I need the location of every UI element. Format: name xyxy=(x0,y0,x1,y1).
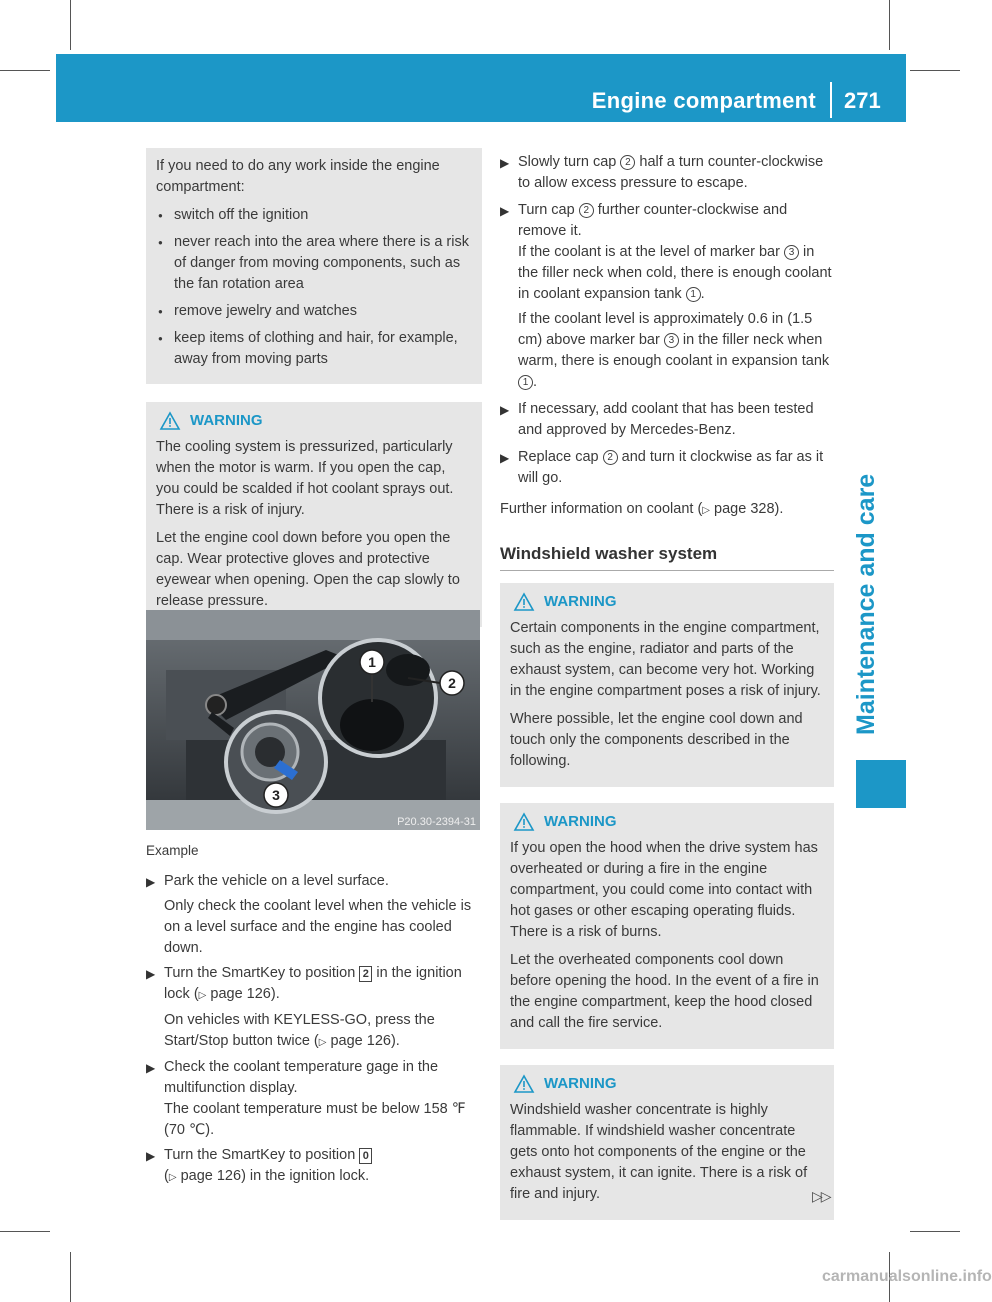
step-text: Turn the SmartKey to position 2 in the ignition lock (▷ page 126). xyxy=(164,965,462,1002)
precaution-box xyxy=(146,148,482,384)
instruction-step xyxy=(500,152,834,194)
page-ref-icon: ▷ xyxy=(168,1172,177,1183)
warning-box xyxy=(500,583,834,787)
warning-text: Windshield washer concentrate is highly flammable. If windshield washer concentrate gets onto hot components of the engine or the exhaust system, it can ignite. There is a risk of fire and injury. xyxy=(510,1102,808,1202)
page-ref-icon: ▷ xyxy=(702,505,710,516)
footer-watermark: carmanualsonline.info xyxy=(822,1268,992,1285)
step-arrow-icon: ▶ xyxy=(500,451,510,465)
photo-code: P20.30-2394-31 xyxy=(397,816,476,828)
step-note: If the coolant level is approximately 0.6 in (1.5 cm) above marker bar 3 in the filler neck when warm, there is enough coolant in expansion tank 1 . xyxy=(518,311,830,390)
warning-title: WARNING xyxy=(544,1075,617,1092)
warning-text: Certain components in the engine compartment, such as the engine, radiator and parts of the exhaust system, can become very hot. Working in the engine compartment poses a risk of injury. xyxy=(510,620,821,699)
crop-mark xyxy=(0,70,50,71)
instruction-step xyxy=(146,871,482,959)
step-note: If the coolant is at the level of marker bar 3 in the filler neck when cold, there is enough coolant in coolant expansion tank 1 . xyxy=(518,244,832,302)
crop-mark xyxy=(70,0,71,50)
warning-triangle-icon xyxy=(514,1075,534,1093)
callout-number: 3 xyxy=(664,333,679,348)
section-tab-marker xyxy=(856,760,906,808)
warning-heading xyxy=(510,811,824,832)
instruction-step xyxy=(146,963,482,1053)
step-note: Only check the coolant level when the vehicle is on a level surface and the engine has cooled down. xyxy=(164,898,472,956)
list-item: ● never reach into the area where there is a risk of danger from moving components, such as the fan rotation area xyxy=(156,232,472,295)
photo-caption: Example xyxy=(146,843,199,858)
instruction-step xyxy=(500,200,834,393)
instruction-step xyxy=(146,1057,482,1141)
warning-heading xyxy=(156,410,472,431)
continued-indicator: ▷▷ xyxy=(812,1188,830,1204)
warning-text: The cooling system is pressurized, particularly when the motor is warm. If you open the cap, you could be scalded if hot coolant sprays out. There is a risk of injury. xyxy=(156,439,454,518)
warning-title: WARNING xyxy=(544,593,617,610)
instruction-step xyxy=(500,399,834,441)
step-arrow-icon: ▶ xyxy=(146,875,156,889)
warning-text: Where possible, let the engine cool down and touch only the components described in the following. xyxy=(510,711,803,769)
page-number: 271 xyxy=(844,88,881,113)
step-text: Turn cap 2 further counter-clockwise and remove it. xyxy=(518,202,788,239)
warning-triangle-icon xyxy=(514,813,534,831)
warning-box xyxy=(500,803,834,1049)
step-text: Check the coolant temperature gage in the multifunction display. xyxy=(164,1059,439,1096)
step-text: Park the vehicle on a level surface. xyxy=(164,873,389,889)
warning-text: Let the engine cool down before you open the cap. Wear protective gloves and protective eyewear when opening. Open the cap slowly to release pressure. xyxy=(156,530,460,609)
step-arrow-icon: ▶ xyxy=(146,967,156,981)
warning-title: WARNING xyxy=(544,813,617,830)
warning-heading xyxy=(510,591,824,612)
step-text: Slowly turn cap 2 half a turn counter-clockwise to allow excess pressure to escape. xyxy=(518,154,824,191)
header-separator xyxy=(830,82,832,118)
crop-mark xyxy=(889,0,890,50)
warning-heading xyxy=(510,1073,824,1094)
warning-triangle-icon xyxy=(160,412,180,430)
warning-box xyxy=(146,402,482,627)
engine-photo xyxy=(146,610,480,830)
crop-mark xyxy=(910,70,960,71)
step-text: Replace cap 2 and turn it clockwise as far as it will go. xyxy=(518,449,824,486)
step-note: The coolant temperature must be below 158 ℉ (70 ℃). xyxy=(164,1101,466,1138)
step-arrow-icon: ▶ xyxy=(500,204,510,218)
page-reference[interactable]: page 328 xyxy=(714,501,775,517)
callout-number: 2 xyxy=(620,155,635,170)
svg-text:1: 1 xyxy=(368,654,376,670)
step-arrow-icon: ▶ xyxy=(146,1149,156,1163)
warning-box xyxy=(500,1065,834,1220)
page-title: Engine compartment xyxy=(591,88,816,113)
page-ref-icon: ▷ xyxy=(198,990,207,1001)
callout-number: 3 xyxy=(784,245,799,260)
step-arrow-icon: ▶ xyxy=(500,156,510,170)
section-heading: Windshield washer system xyxy=(500,543,834,571)
step-text-cont: (▷ page 126) in the ignition lock. xyxy=(164,1168,370,1184)
page-ref-icon: ▷ xyxy=(318,1037,327,1048)
list-item: ● switch off the ignition xyxy=(156,205,472,226)
warning-text: If you open the hood when the drive system has overheated or during a fire in the engine compartment, you could come into contact with hot gases or other escaping operating fluids. There is a risk of burns. xyxy=(510,840,818,940)
list-item: ● keep items of clothing and hair, for example, away from moving parts xyxy=(156,328,472,370)
step-arrow-icon: ▶ xyxy=(500,403,510,417)
crop-mark xyxy=(910,1231,960,1232)
engine-illustration xyxy=(146,610,480,830)
further-info: Further information on coolant (▷ page 328). xyxy=(500,501,784,517)
crop-mark xyxy=(70,1252,71,1302)
list-item: ● remove jewelry and watches xyxy=(156,301,472,322)
key-position-symbol: 0 xyxy=(359,1148,372,1164)
callout-number: 2 xyxy=(579,203,594,218)
box-intro: If you need to do any work inside the engine compartment: xyxy=(156,158,440,195)
svg-text:2: 2 xyxy=(448,675,456,691)
crop-mark xyxy=(0,1231,50,1232)
page-reference[interactable]: page 126 xyxy=(330,1033,391,1049)
key-position-symbol: 2 xyxy=(359,966,372,982)
instruction-step xyxy=(146,1145,482,1188)
step-note: On vehicles with KEYLESS-GO, press the Start/Stop button twice (▷ page 126). xyxy=(164,1012,435,1049)
callout-number: 2 xyxy=(603,450,618,465)
page-reference[interactable]: page 126 xyxy=(180,1168,242,1184)
warning-title: WARNING xyxy=(190,412,263,429)
callout-number: 1 xyxy=(518,375,533,390)
left-column-steps xyxy=(146,838,482,1192)
right-column xyxy=(500,152,834,1220)
left-column xyxy=(146,148,482,627)
callout-number: 1 xyxy=(686,287,701,302)
warning-text: Let the overheated components cool down before opening the hood. In the event of a fire in the engine compartment, keep the hood closed and call the fire service. xyxy=(510,952,819,1031)
page-reference[interactable]: page 126 xyxy=(210,986,271,1002)
warning-triangle-icon xyxy=(514,593,534,611)
instruction-step xyxy=(500,447,834,489)
step-text: Turn the SmartKey to position 0 xyxy=(164,1145,482,1166)
svg-text:3: 3 xyxy=(272,787,280,803)
section-tab-label: Maintenance and care xyxy=(852,473,880,735)
step-text: If necessary, add coolant that has been tested and approved by Mercedes-Benz. xyxy=(518,401,814,438)
step-arrow-icon: ▶ xyxy=(146,1061,156,1075)
